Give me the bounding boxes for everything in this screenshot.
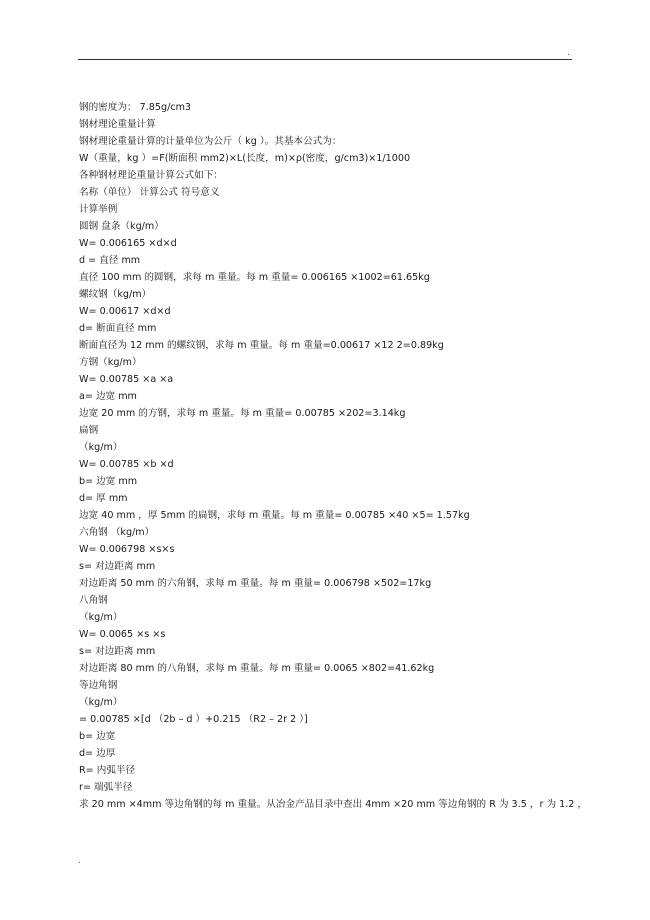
steel-type-octagon: 八角钢	[79, 595, 108, 606]
symbol-line: r= 端弧半径	[79, 782, 133, 793]
example-line: 求 20 mm ×4mm 等边角钢的每 m 重量。从冶金产品目录中查出 4mm ×20 mm 等边角钢的 R 为 3.5 ，r 为 1.2 ，	[79, 799, 587, 810]
formula-line: W= 0.00617 ×d×d	[79, 306, 171, 317]
text-line: 钢的密度为： 7.85g/cm3	[79, 102, 192, 113]
symbol-line: R= 内弧半径	[79, 765, 136, 776]
table-header-line: 名称（单位） 计算公式 符号意义	[79, 187, 220, 198]
example-line: 边宽 20 mm 的方钢，求每 m 重量。每 m 重量= 0.00785 ×202=3.14kg	[79, 408, 406, 419]
formula-line: W= 0.0065 ×s ×s	[79, 629, 166, 640]
symbol-line: s= 对边距离 mm	[79, 561, 156, 572]
unit-line: （kg/m）	[79, 442, 123, 453]
steel-type-square: 方钢（kg/m）	[79, 357, 142, 368]
symbol-line: b= 边宽 mm	[79, 476, 138, 487]
symbol-line: d= 厚 mm	[79, 493, 128, 504]
formula-line: W= 0.00785 ×a ×a	[79, 374, 174, 385]
header-rule	[78, 59, 572, 60]
formula-line: W= 0.00785 ×b ×d	[79, 459, 174, 470]
steel-type-equal-angle: 等边角钢	[79, 680, 118, 691]
text-line: 各种钢材理论重量计算公式如下：	[79, 170, 223, 181]
example-line: 直径 100 mm 的圆钢，求每 m 重量。每 m 重量= 0.006165 ×1002=61.65kg	[79, 272, 430, 283]
symbol-line: d = 直径 mm	[79, 255, 141, 266]
formula-line: W= 0.006798 ×s×s	[79, 544, 175, 555]
formula-line: = 0.00785 ×[d （2b – d ）+0.215 （R2 – 2r 2 ）]	[79, 714, 308, 725]
text-line: 钢材理论重量计算的计量单位为公斤（ kg ）。其基本公式为：	[79, 136, 342, 147]
formula-line: W（重量，kg ）=F(断面积 mm2)×L(长度，m)×ρ(密度，g/cm3)×1/1000	[79, 153, 411, 164]
footer-mark: .	[78, 856, 81, 866]
steel-type-round: 圆钢 盘条（kg/m）	[79, 221, 164, 232]
header-mark: .	[567, 48, 570, 58]
symbol-line: a= 边宽 mm	[79, 391, 137, 402]
steel-type-hexagon: 六角钢 （kg/m）	[79, 527, 155, 538]
unit-line: （kg/m）	[79, 612, 123, 623]
formula-line: W= 0.006165 ×d×d	[79, 238, 177, 249]
unit-line: （kg/m）	[79, 697, 123, 708]
example-line: 断面直径为 12 mm 的螺纹钢，求每 m 重量。每 m 重量=0.00617 ×12 2=0.89kg	[79, 340, 444, 351]
steel-type-rebar: 螺纹钢（kg/m）	[79, 289, 152, 300]
text-line: 计算举例	[79, 204, 118, 215]
symbol-line: d= 断面直径 mm	[79, 323, 157, 334]
steel-type-flat: 扁钢	[79, 425, 99, 436]
section-title: 钢材理论重量计算	[79, 119, 156, 130]
example-line: 对边距离 80 mm 的八角钢，求每 m 重量。每 m 重量= 0.0065 ×802=41.62kg	[79, 663, 435, 674]
symbol-line: d= 边厚	[79, 748, 116, 759]
document-body	[79, 99, 587, 813]
example-line: 边宽 40 mm ，厚 5mm 的扁钢，求每 m 重量。每 m 重量= 0.00785 ×40 ×5= 1.57kg	[79, 510, 470, 521]
symbol-line: b= 边宽	[79, 731, 116, 742]
symbol-line: s= 对边距离 mm	[79, 646, 156, 657]
example-line: 对边距离 50 mm 的六角钢，求每 m 重量。每 m 重量= 0.006798 ×502=17kg	[79, 578, 432, 589]
